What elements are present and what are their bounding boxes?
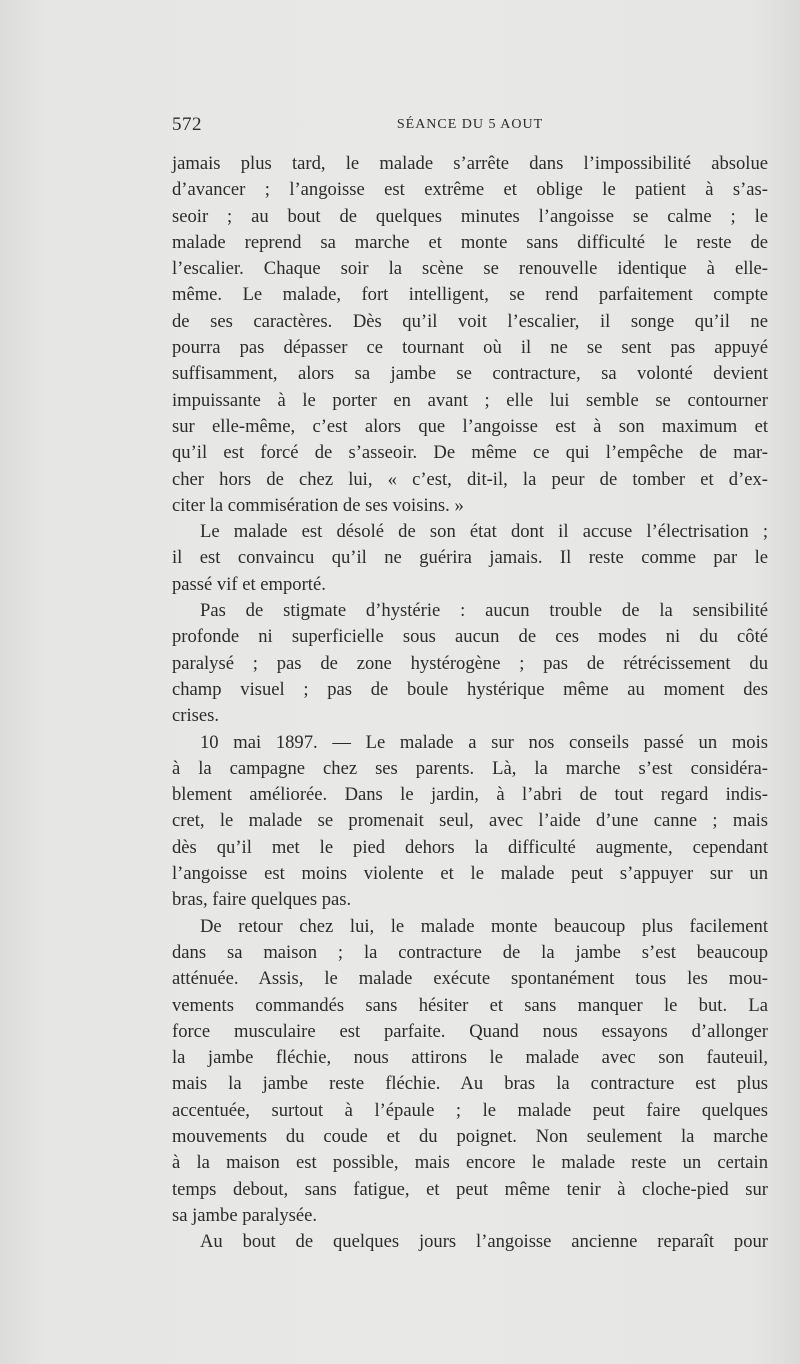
text-line: qu’il est forcé de s’asseoir. De même ce qui l’empêche de mar- xyxy=(172,442,768,464)
text-line: la jambe fléchie, nous attirons le malade avec son fauteuil, xyxy=(172,1047,768,1069)
text-line: temps debout, sans fatigue, et peut même tenir à cloche-pied sur xyxy=(172,1178,768,1200)
text-line: paralysé ; pas de zone hystérogène ; pas de rétrécissement du xyxy=(172,652,768,674)
text-line: dans sa maison ; la contracture de la jambe s’est beaucoup xyxy=(172,941,768,963)
text-line: il est convaincu qu’il ne guérira jamais. Il reste comme par le xyxy=(172,547,768,569)
text-line: de ses caractères. Dès qu’il voit l’escalier, il songe qu’il ne xyxy=(172,310,768,332)
text-line: 10 mai 1897. — Le malade a sur nos conseils passé un mois xyxy=(200,731,768,753)
page-number: 572 xyxy=(172,114,202,135)
text-line: champ visuel ; pas de boule hystérique même au moment des xyxy=(172,678,768,700)
text-line: à la campagne chez ses parents. Là, la marche s’est considéra- xyxy=(172,757,768,779)
text-line: force musculaire est parfaite. Quand nous essayons d’allonger xyxy=(172,1020,768,1042)
text-line: cher hors de chez lui, « c’est, dit-il, la peur de tomber et d’ex- xyxy=(172,468,768,490)
text-line: Le malade est désolé de son état dont il accuse l’électrisation ; xyxy=(200,521,768,543)
running-title: SÉANCE DU 5 AOUT xyxy=(396,117,544,132)
text-line: profonde ni superficielle sous aucun de ces modes ni du côté xyxy=(172,626,768,648)
text-line: impuissante à le porter en avant ; elle lui semble se contourner xyxy=(172,389,768,411)
text-line: cret, le malade se promenait seul, avec l’aide d’une canne ; mais xyxy=(172,810,768,832)
text-line: jamais plus tard, le malade s’arrête dans l’impossibilité absolue xyxy=(172,153,768,174)
text-line: sur elle-même, c’est alors que l’angoisse est à son maximum et xyxy=(172,415,768,437)
text-line: atténuée. Assis, le malade exécute spontanément tous les mou- xyxy=(172,968,768,990)
text-line: sa jambe paralysée. xyxy=(172,1204,318,1226)
text-line: mais la jambe reste fléchie. Au bras la contracture est plus xyxy=(172,1073,768,1095)
text-line: mouvements du coude et du poignet. Non seulement la marche xyxy=(172,1125,768,1147)
text-line: blement améliorée. Dans le jardin, à l’abri de tout regard indis- xyxy=(172,784,768,806)
text-line: De retour chez lui, le malade monte beaucoup plus facilement xyxy=(200,915,768,937)
text-line: Pas de stigmate d’hystérie : aucun trouble de la sensibilité xyxy=(200,600,768,622)
text-line: dès qu’il met le pied dehors la difficulté augmente, cependant xyxy=(172,836,768,858)
running-head xyxy=(172,114,768,140)
text-line: à la maison est possible, mais encore le malade reste un certain xyxy=(172,1152,768,1174)
text-line: même. Le malade, fort intelligent, se rend parfaitement compte xyxy=(172,284,768,306)
text-line: passé vif et emporté. xyxy=(172,573,326,595)
body-text xyxy=(172,151,768,1255)
text-line: suffisamment, alors sa jambe se contracture, sa volonté devient xyxy=(172,363,768,385)
text-line: citer la commisération de ses voisins. » xyxy=(172,494,464,516)
text-line: bras, faire quelques pas. xyxy=(172,889,352,911)
text-line: crises. xyxy=(172,705,219,727)
text-line: l’escalier. Chaque soir la scène se renouvelle identique à elle- xyxy=(172,258,768,280)
text-line: seoir ; au bout de quelques minutes l’angoisse se calme ; le xyxy=(172,205,768,227)
text-line: malade reprend sa marche et monte sans difficulté le reste de xyxy=(172,231,768,253)
text-line: d’avancer ; l’angoisse est extrême et oblige le patient à s’as- xyxy=(172,179,768,201)
text-line: l’angoisse est moins violente et le malade peut s’appuyer sur un xyxy=(172,863,768,885)
text-line: Au bout de quelques jours l’angoisse ancienne reparaît pour xyxy=(200,1231,768,1253)
text-line: accentuée, surtout à l’épaule ; le malade peut faire quelques xyxy=(172,1099,768,1121)
text-line: vements commandés sans hésiter et sans manquer le but. La xyxy=(172,994,768,1016)
text-line: pourra pas dépasser ce tournant où il ne se sent pas appuyé xyxy=(172,337,768,359)
